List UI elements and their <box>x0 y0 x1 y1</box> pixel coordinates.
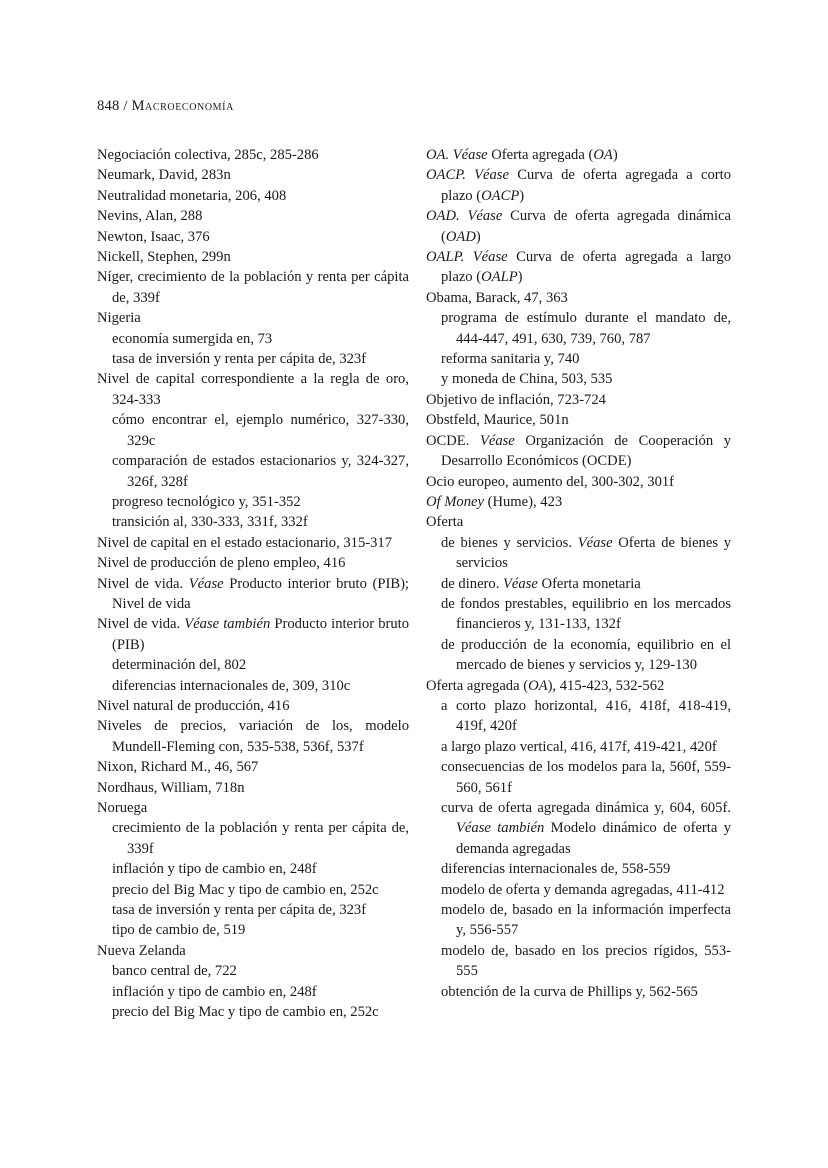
entry-text: Obstfeld, Maurice, 501n <box>426 412 569 429</box>
index-entry <box>97 553 409 573</box>
entry-text: Nivel de capital correspondiente a la regla de oro, 324-333 <box>97 371 409 408</box>
entry-text: de fondos prestables, equilibrio en los mercados financieros y, 131-133, 132f <box>441 595 731 633</box>
index-subentry <box>97 512 409 532</box>
entry-text: modelo de, basado en los precios rígidos, 553-555 <box>441 942 731 980</box>
index-entry <box>97 757 409 777</box>
index-entry <box>97 145 409 165</box>
entry-text: Obama, Barack, 47, 363 <box>426 289 568 306</box>
index-entry <box>97 227 409 247</box>
index-subentry <box>426 900 731 941</box>
index-entry <box>97 206 409 226</box>
index-entry <box>97 308 409 328</box>
index-entry <box>426 390 731 410</box>
entry-text: Organización de Cooperación y Desarrollo Económicos (OCDE) <box>441 432 731 470</box>
entry-text: de producción de la economía, equilibrio en el mercado de bienes y servicios y, 129-130 <box>441 636 731 674</box>
entry-text: Nueva Zelanda <box>97 942 186 959</box>
entry-text: Véase <box>577 534 613 551</box>
index-entry <box>426 431 731 472</box>
index-subentry <box>426 349 731 369</box>
entry-text: diferencias internacionales de, 309, 310c <box>112 677 351 694</box>
entry-text: OAD <box>445 228 476 245</box>
index-subentry <box>426 533 731 574</box>
entry-text: precio del Big Mac y tipo de cambio en, 252c <box>112 1004 379 1021</box>
entry-text: progreso tecnológico y, 351-352 <box>112 493 301 510</box>
index-subentry <box>426 635 731 676</box>
entry-text: Nivel de capital en el estado estacionario, 315-317 <box>97 534 393 551</box>
entry-text: tipo de cambio de, 519 <box>112 922 246 939</box>
entry-text: obtención de la curva de Phillips y, 562-565 <box>441 983 698 1000</box>
index-entry <box>426 676 731 696</box>
entry-text: Niveles de precios, variación de los, modelo Mundell-Fleming con, 535-538, 536f, 537f <box>97 718 409 755</box>
index-subentry <box>97 1002 409 1022</box>
entry-text: reforma sanitaria y, 740 <box>441 351 580 368</box>
index-entry <box>97 574 409 615</box>
entry-text: Ocio europeo, aumento del, 300-302, 301f <box>426 473 675 490</box>
entry-text: ) <box>612 147 618 163</box>
index-entry <box>97 778 409 798</box>
entry-text: ) <box>517 269 523 286</box>
index-subentry <box>97 676 409 696</box>
entry-text: Níger, crecimiento de la población y renta per cápita de, 339f <box>97 269 409 306</box>
entry-text: Nivel de vida. <box>97 616 185 633</box>
entry-text: Of Money <box>426 493 484 510</box>
index-subentry <box>97 920 409 940</box>
index-column-left <box>97 145 409 1022</box>
entry-text: programa de estímulo durante el mandato de, 444-447, 491, 630, 739, 760, 787 <box>441 310 731 347</box>
entry-text: determinación del, 802 <box>112 657 247 674</box>
index-entry <box>97 533 409 553</box>
index-subentry <box>426 982 731 1002</box>
entry-text: consecuencias de los modelos para la, 560f, 559-560, 561f <box>441 759 731 796</box>
entry-text: Newton, Isaac, 376 <box>97 228 210 245</box>
entry-text: diferencias internacionales de, 558-559 <box>441 861 671 878</box>
index-subentry <box>97 818 409 859</box>
header-separator: / <box>119 98 132 114</box>
entry-text: Nivel de vida. <box>97 575 189 592</box>
entry-text: de bienes y servicios. <box>441 534 578 551</box>
entry-text: y moneda de China, 503, 535 <box>441 371 613 388</box>
entry-text: Nordhaus, William, 718n <box>97 779 245 796</box>
entry-text: cómo encontrar el, ejemplo numérico, 327-330, 329c <box>112 412 409 449</box>
index-entry <box>426 472 731 492</box>
entry-text: Producto interior bruto (PIB); Nivel de vida <box>112 575 409 612</box>
entry-text: Véase <box>479 432 515 449</box>
entry-text: Nivel natural de producción, 416 <box>97 697 290 714</box>
entry-text: Véase también <box>456 820 545 837</box>
entry-text: Nivel de producción de pleno empleo, 416 <box>97 555 346 572</box>
entry-text: Nevins, Alan, 288 <box>97 208 203 225</box>
entry-text: ), 415-423, 532-562 <box>547 677 665 694</box>
index-subentry <box>426 941 731 982</box>
entry-text: Neutralidad monetaria, 206, 408 <box>97 187 287 204</box>
entry-text: modelo de, basado en la información imperfecta y, 556-557 <box>441 902 731 939</box>
index-entry <box>426 247 731 288</box>
entry-text: comparación de estados estacionarios y, 324-327, 326f, 328f <box>112 453 409 490</box>
index-entry <box>426 145 731 165</box>
index-entry <box>97 941 409 961</box>
entry-text: OACP <box>481 187 520 204</box>
entry-text: ) <box>519 187 525 204</box>
entry-text: crecimiento de la población y renta per cápita de, 339f <box>112 820 409 857</box>
entry-text: Curva de oferta agregada a largo plazo ( <box>441 249 731 286</box>
entry-text: de dinero. <box>441 575 504 592</box>
index-entry <box>97 614 409 655</box>
index-subentry <box>97 961 409 981</box>
entry-text: curva de oferta agregada dinámica y, 604, 605f. <box>441 800 731 816</box>
index-subentry <box>426 696 731 737</box>
entry-text: precio del Big Mac y tipo de cambio en, 252c <box>112 881 379 898</box>
index-subentry <box>97 859 409 879</box>
entry-text: inflación y tipo de cambio en, 248f <box>112 983 317 1000</box>
entry-text: Oferta de bienes y servicios <box>456 534 731 572</box>
index-entry <box>97 696 409 716</box>
index-entry <box>426 165 731 206</box>
entry-text: OA <box>528 677 548 694</box>
index-subentry <box>426 798 731 859</box>
index-subentry <box>97 655 409 675</box>
entry-text: ) <box>475 228 481 245</box>
index-entry <box>97 369 409 410</box>
entry-text: tasa de inversión y renta per cápita de, 323f <box>112 351 367 368</box>
entry-text: OA <box>593 147 613 163</box>
index-subentry <box>426 859 731 879</box>
entry-text: Modelo dinámico de oferta y demanda agregadas <box>456 820 731 857</box>
entry-text: Nixon, Richard M., 46, 567 <box>97 759 259 776</box>
entry-text: economía sumergida en, 73 <box>112 330 273 347</box>
entry-text: Véase <box>188 575 224 592</box>
entry-text: Objetivo de inflación, 723-724 <box>426 391 606 408</box>
index-subentry <box>97 982 409 1002</box>
index-subentry <box>426 594 731 635</box>
entry-text: OACP. Véase <box>426 167 509 184</box>
index-subentry <box>97 329 409 349</box>
index-subentry <box>97 410 409 451</box>
entry-text: Oferta agregada ( <box>426 677 529 694</box>
entry-text: OA. Véase <box>426 147 488 163</box>
index-entry <box>97 716 409 757</box>
entry-text: Véase <box>503 575 538 592</box>
index-subentry <box>426 308 731 349</box>
index-subentry <box>426 880 731 900</box>
entry-text: OCDE. <box>426 432 480 449</box>
index-subentry <box>426 369 731 389</box>
running-head <box>97 96 234 116</box>
entry-text: a largo plazo vertical, 416, 417f, 419-421, 420f <box>441 738 717 755</box>
index-entry <box>97 267 409 308</box>
index-entry <box>426 512 731 532</box>
entry-text: banco central de, 722 <box>112 963 237 980</box>
index-entry <box>426 288 731 308</box>
index-entry <box>97 798 409 818</box>
index-subentry <box>426 574 731 594</box>
index-subentry <box>97 900 409 920</box>
index-subentry <box>426 737 731 757</box>
page-number: 848 <box>97 98 120 114</box>
entry-text: transición al, 330-333, 331f, 332f <box>112 514 308 531</box>
entry-text: Nickell, Stephen, 299n <box>97 249 231 266</box>
entry-text: Producto interior bruto (PIB) <box>112 616 410 653</box>
index-column-right <box>426 145 731 1002</box>
book-title: Macroeconomía <box>131 98 234 114</box>
entry-text: Curva de oferta agregada a corto plazo ( <box>441 167 731 204</box>
index-entry <box>426 206 731 247</box>
entry-text: Oferta <box>426 514 464 531</box>
index-entry <box>426 410 731 430</box>
entry-text: Véase también <box>184 616 271 633</box>
entry-text: (Hume), 423 <box>483 493 563 510</box>
entry-text: tasa de inversión y renta per cápita de, 323f <box>112 902 367 919</box>
entry-text: Neumark, David, 283n <box>97 167 231 184</box>
entry-text: OAD. Véase <box>426 208 503 225</box>
entry-text: Noruega <box>97 800 148 816</box>
entry-text: Oferta monetaria <box>537 575 641 592</box>
entry-text: OALP. Véase <box>426 249 508 266</box>
index-subentry <box>426 757 731 798</box>
entry-text: modelo de oferta y demanda agregadas, 411-412 <box>441 881 725 898</box>
index-subentry <box>97 492 409 512</box>
entry-text: a corto plazo horizontal, 416, 418f, 418-419, 419f, 420f <box>441 697 731 735</box>
index-entry <box>97 165 409 185</box>
index-entry <box>97 247 409 267</box>
index-subentry <box>97 880 409 900</box>
entry-text: Nigeria <box>97 310 141 327</box>
index-entry <box>426 492 731 512</box>
entry-text: Negociación colectiva, 285c, 285-286 <box>97 147 319 163</box>
index-subentry <box>97 349 409 369</box>
entry-text: inflación y tipo de cambio en, 248f <box>112 861 317 878</box>
index-subentry <box>97 451 409 492</box>
entry-text: OALP <box>481 269 518 286</box>
index-entry <box>97 186 409 206</box>
entry-text: Oferta agregada ( <box>487 147 594 163</box>
entry-text: Curva de oferta agregada dinámica ( <box>441 208 731 245</box>
